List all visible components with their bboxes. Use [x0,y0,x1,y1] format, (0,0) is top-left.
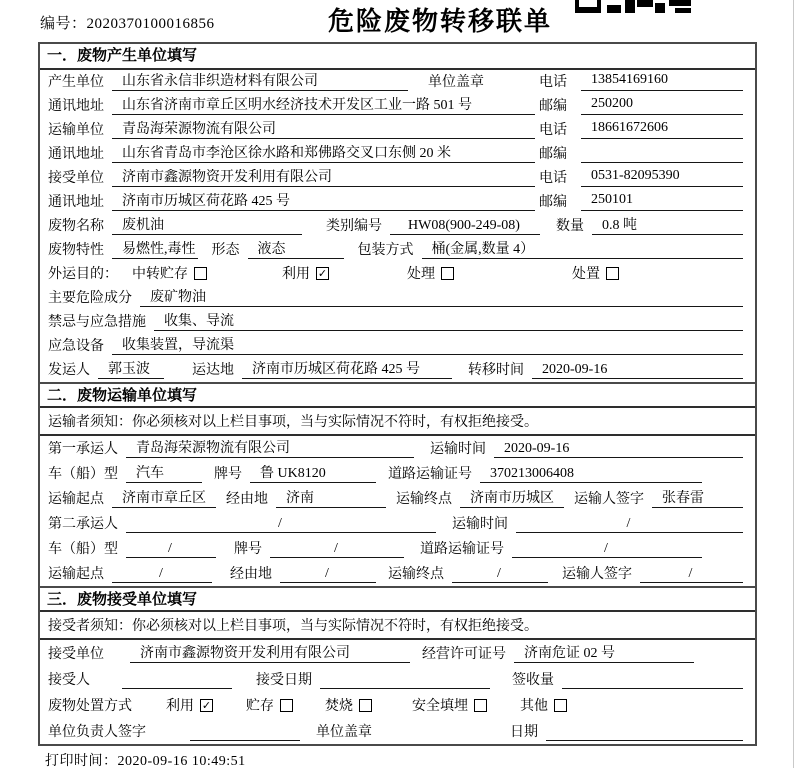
unit-seal-label: 单位盖章 [316,725,372,740]
second-carrier-row [40,511,755,536]
accept-date-label: 接受日期 [256,673,312,688]
vehicle-type2-value: / [126,540,216,558]
print-time [45,750,246,770]
transport-time-label: 运输时间 [430,442,486,457]
option-label: 中转贮存 [132,267,188,282]
first-carrier-label: 第一承运人 [48,442,118,457]
transporter-row [40,118,755,142]
quantity-label: 数量 [556,219,584,234]
transporter-zip-value [581,143,743,163]
origin2-value: / [112,565,212,583]
purpose-row [40,262,755,286]
document-number-value: 2020370100016856 [86,16,215,32]
packing-value: 桶(金属,数量 4） [422,241,744,259]
recipient-row [40,666,755,692]
first-vehicle-row [40,461,755,486]
option-label: 利用 [282,267,310,282]
page-edge-divider [793,0,794,768]
document-number-label: 编号： [40,16,87,32]
accepting-unit-label: 接受单位 [48,647,104,662]
option-label: 处理 [407,267,435,282]
category-label: 类别编号 [326,219,382,234]
origin-label: 运输起点 [48,492,104,507]
section2-header: 二．废物运输单位填写 [40,382,755,408]
producer-address-row [40,94,755,118]
receiver-address-row [40,190,755,214]
plate-label: 牌号 [234,542,262,557]
date-value [546,740,743,741]
receiver-row [40,166,755,190]
checkbox-unchecked [359,699,372,712]
emergency-equipment-row [40,334,755,358]
option-label: 其他 [520,699,548,714]
option-label: 利用 [166,699,194,714]
transporter-zip-group [539,143,747,163]
origin-value: 济南市章丘区 [112,490,216,508]
hazard-value: 废矿物油 [140,289,743,307]
manifest-form [38,42,757,746]
producer-row [40,70,755,94]
second-vehicle-row [40,536,755,561]
vehicle-type-label: 车（船）型 [48,542,118,557]
transporter-phone-group [539,119,747,139]
section1-header: 一．废物产生单位填写 [40,44,755,70]
permit-label: 经营许可证号 [422,647,506,662]
carrier-sign2-value: / [640,565,743,583]
waste-name-value: 废机油 [112,217,302,235]
via-label: 经由地 [226,492,268,507]
carrier-sign-label: 运输人签字 [574,492,644,507]
responsible-sign-label: 单位负责人签字 [48,725,146,740]
accepting-unit-value: 济南市鑫源物资开发利用有限公司 [130,645,410,663]
disposal-method-row [40,692,755,718]
destination-label: 运达地 [192,363,234,378]
second-route-row [40,561,755,586]
producer-address-value: 山东省济南市章丘区明水经济技术开发区工业一路 501 号 [112,97,535,115]
equipment-label: 应急设备 [48,339,104,354]
disposal-option-utilize [166,695,213,715]
transporter-phone-value: 18661672606 [581,119,743,139]
endpoint-label: 运输终点 [396,492,452,507]
via2-value: / [280,565,376,583]
transport-time-label: 运输时间 [452,517,508,532]
qr-code-fragment-icon [575,0,691,14]
transport-time2-value: / [516,515,743,533]
checkbox-checked: ✓ [201,698,212,712]
shipper-value: 郭玉波 [98,361,164,379]
zip-label: 邮编 [539,147,567,162]
disposal-method-label: 废物处置方式 [48,699,132,714]
traits-label: 废物特性 [48,243,104,258]
endpoint-label: 运输终点 [388,567,444,582]
phone-label: 电话 [539,75,567,90]
origin-label: 运输起点 [48,567,104,582]
road-license2-value: / [512,540,702,558]
transporter-address-row [40,142,755,166]
disposal-option-other [520,695,567,715]
transport-time-value: 2020-09-16 [494,440,743,458]
print-time-label: 打印时间： [45,754,118,769]
quantity-value: 0.8 吨 [592,217,743,235]
vehicle-type-value: 汽车 [126,465,202,483]
option-label: 焚烧 [325,699,353,714]
producer-value: 山东省永信非织造材料有限公司 [112,73,408,91]
emergency-value: 收集、导流 [154,313,743,331]
road-license-label: 道路运输证号 [420,542,504,557]
phone-label: 电话 [539,123,567,138]
recipient-value [122,688,232,689]
date-label: 日期 [510,725,538,740]
transfer-time-value: 2020-09-16 [532,361,743,379]
plate2-value: / [270,540,404,558]
address-label: 通讯地址 [48,195,104,210]
form-label: 形态 [211,243,240,258]
waste-name-label: 废物名称 [48,219,104,234]
receiver-label: 接受单位 [48,171,104,186]
zip-label: 邮编 [539,99,567,114]
purpose-option-utilize [282,263,329,283]
carrier-sign-label: 运输人签字 [562,567,632,582]
received-amount-value [562,688,743,689]
producer-label: 产生单位 [48,75,104,90]
first-carrier-value: 青岛海荣源物流有限公司 [126,440,414,458]
disposal-option-store [246,695,293,715]
checkbox-unchecked [554,699,567,712]
unit-seal-label: 单位盖章 [428,75,484,90]
shipper-label: 发运人 [48,363,90,378]
purpose-label: 外运目的： [48,267,118,282]
waste-name-row [40,214,755,238]
checkbox-unchecked [194,267,207,280]
permit-value: 济南危证 02 号 [514,645,694,663]
receiver-zip-value: 250101 [581,191,743,211]
checkbox-unchecked [474,699,487,712]
packing-label: 包装方式 [357,243,414,258]
page-title: 危险废物转移联单 [327,7,552,36]
receiver-zip-group [539,191,747,211]
via-value: 济南 [276,490,386,508]
traits-value: 易燃性,毒性 [112,241,198,259]
option-label: 安全填埋 [412,699,468,714]
recipient-label: 接受人 [48,673,90,688]
hazard-label: 主要危险成分 [48,291,132,306]
transporter-label: 运输单位 [48,123,104,138]
disposal-option-incinerate [325,695,372,715]
destination-value: 济南市历城区荷花路 425 号 [242,361,452,379]
plate-value: 鲁 UK8120 [250,465,376,483]
endpoint-value: 济南市历城区 [460,490,564,508]
accepting-unit-row [40,640,755,666]
receiver-notice: 接受者须知：你必须核对以上栏目事项，当与实际情况不符时，有权拒绝接受。 [40,612,755,640]
responsible-sign-value [190,740,300,741]
plate-label: 牌号 [214,467,242,482]
checkbox-checked: ✓ [317,266,328,280]
first-route-row [40,486,755,511]
transfer-time-label: 转移时间 [468,363,524,378]
section3-header: 三．废物接受单位填写 [40,586,755,612]
emergency-measures-row [40,310,755,334]
producer-phone-value: 13854169160 [581,71,743,91]
purpose-option-dispose [572,263,619,283]
producer-phone-group [539,71,747,91]
phone-label: 电话 [539,171,567,186]
endpoint2-value: / [452,565,548,583]
second-carrier-label: 第二承运人 [48,517,118,532]
category-value: HW08(900-249-08) [390,217,540,235]
received-amount-label: 签收量 [512,673,554,688]
disposal-option-landfill [412,695,487,715]
receiver-value: 济南市鑫源物资开发利用有限公司 [112,169,535,187]
transporter-address-value: 山东省青岛市李沧区徐水路和郑佛路交叉口东侧 20 米 [112,145,535,163]
producer-zip-value: 250200 [581,95,743,115]
road-license-value: 370213006408 [480,465,702,483]
equipment-value: 收集装置，导流渠 [112,337,743,355]
second-carrier-value: / [126,515,436,533]
purpose-option-treat [407,263,454,283]
receiver-phone-value: 0531-82095390 [581,167,743,187]
emergency-label: 禁忌与应急措施 [48,315,146,330]
vehicle-type-label: 车（船）型 [48,467,118,482]
option-label: 贮存 [246,699,274,714]
producer-zip-group [539,95,747,115]
checkbox-unchecked [441,267,454,280]
checkbox-unchecked [606,267,619,280]
form-value: 液态 [248,241,344,259]
address-label: 通讯地址 [48,99,104,114]
transporter-notice: 运输者须知：你必须核对以上栏目事项，当与实际情况不符时，有权拒绝接受。 [40,408,755,436]
accept-date-value [320,688,490,689]
purpose-option-transfer-storage [132,263,207,283]
road-license-label: 道路运输证号 [388,467,472,482]
checkbox-unchecked [280,699,293,712]
receiver-address-value: 济南市历城区荷花路 425 号 [112,193,535,211]
zip-label: 邮编 [539,195,567,210]
shipper-row [40,358,755,382]
carrier-sign-value: 张春雷 [652,490,743,508]
responsible-sign-row [40,718,755,744]
hazard-components-row [40,286,755,310]
print-time-value: 2020-09-16 10:49:51 [117,754,246,769]
waste-traits-row [40,238,755,262]
transporter-value: 青岛海荣源物流有限公司 [112,121,535,139]
via-label: 经由地 [230,567,272,582]
option-label: 处置 [572,267,600,282]
first-carrier-row [40,436,755,461]
receiver-phone-group [539,167,747,187]
address-label: 通讯地址 [48,147,104,162]
